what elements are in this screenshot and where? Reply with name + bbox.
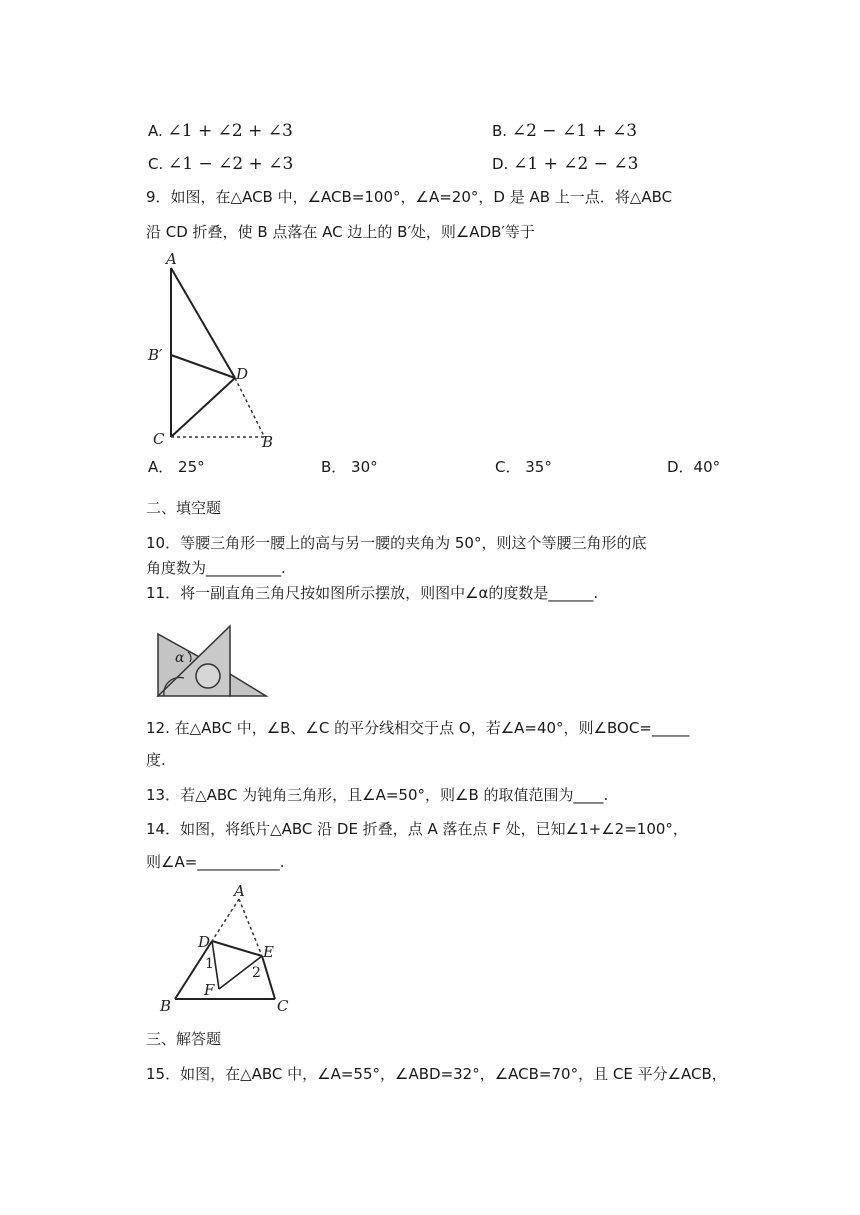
q14-label-b: B	[160, 997, 172, 1015]
q8-option-a-prefix: A.	[148, 122, 163, 140]
q14-label-1: 1	[205, 956, 214, 972]
q14-label-c: C	[277, 997, 289, 1015]
q11-label-alpha: α	[175, 650, 185, 666]
q14-text-line-1: 14．如图，将纸片△ABC 沿 DE 折叠，点 A 落在点 F 处，已知∠1+∠2=100°，	[146, 820, 688, 838]
q9-option-d[interactable]: D．40°	[667, 458, 721, 476]
q9-label-bprime: B′	[148, 346, 163, 364]
q14-seg-ae-dashed	[239, 899, 262, 956]
q9-seg-bpd	[171, 355, 235, 378]
q14-label-f: F	[204, 981, 215, 999]
q11-hole-circle	[196, 664, 220, 688]
q14-figure	[155, 882, 295, 1020]
q8-option-d-expr: ∠1 + ∠2 − ∠3	[513, 154, 639, 174]
q8-option-c[interactable]	[148, 153, 293, 175]
q10-text-line-2: 角度数为__________.	[146, 559, 286, 577]
q14-seg-ad-dashed	[212, 899, 239, 941]
q8-option-b[interactable]	[492, 120, 637, 142]
q8-option-a[interactable]	[148, 120, 293, 142]
q8-option-d[interactable]	[492, 153, 638, 175]
section-fill-in-title: 二、填空题	[146, 499, 222, 517]
q9-label-b: B	[262, 433, 274, 451]
q14-seg-ec	[262, 956, 275, 999]
q10-text-line-1: 10．等腰三角形一腰上的高与另一腰的夹角为 50°，则这个等腰三角形的底	[146, 534, 647, 552]
q14-label-2: 2	[252, 965, 261, 981]
q8-option-c-prefix: C.	[148, 155, 164, 173]
q9-label-a: A	[166, 250, 177, 268]
q9-option-c[interactable]: C． 35°	[495, 458, 552, 476]
q14-text-line-2: 则∠A=___________.	[146, 853, 285, 871]
q9-option-a[interactable]: A． 25°	[148, 458, 205, 476]
q9-label-d: D	[236, 365, 249, 383]
q14-seg-de	[212, 941, 262, 956]
q11-text-line-1: 11．将一副直角三角尺按如图所示摆放，则图中∠α的度数是______.	[146, 584, 599, 602]
q15-text-line-1: 15．如图，在△ABC 中，∠A=55°，∠ABD=32°，∠ACB=70°，且 CE 平分∠ACB，	[146, 1065, 727, 1083]
q8-option-a-expr: ∠1 + ∠2 + ∠3	[167, 121, 293, 141]
q11-triangle-right	[230, 674, 266, 696]
q12-text-line-1: 12. 在△ABC 中，∠B、∠C 的平分线相交于点 O，若∠A=40°，则∠BOC=_____	[146, 719, 690, 737]
q14-label-d: D	[198, 933, 211, 951]
q8-option-b-expr: ∠2 − ∠1 + ∠3	[511, 121, 638, 141]
q8-option-b-prefix: B.	[492, 122, 508, 140]
q9-text-line-1: 9．如图，在△ACB 中，∠ACB=100°，∠A=20°，D 是 AB 上一点．将△ABC	[146, 188, 673, 206]
q9-figure	[140, 250, 290, 450]
q9-option-b[interactable]: B． 30°	[321, 458, 378, 476]
q9-seg-db-dashed	[235, 378, 264, 436]
q8-option-c-expr: ∠1 − ∠2 + ∠3	[168, 154, 294, 174]
q9-label-c: C	[153, 430, 165, 448]
q14-label-e: E	[263, 943, 274, 961]
q9-text-line-2: 沿 CD 折叠，使 B 点落在 AC 边上的 B′处，则∠ADB′等于	[146, 223, 535, 241]
q13-text-line-1: 13．若△ABC 为钝角三角形，且∠A=50°，则∠B 的取值范围为____.	[146, 786, 609, 804]
q9-seg-ad	[171, 268, 235, 378]
q14-label-a: A	[234, 882, 245, 900]
q9-seg-cd	[171, 378, 235, 437]
q11-figure	[150, 622, 270, 702]
section-solve-title: 三、解答题	[146, 1030, 222, 1048]
q8-option-d-prefix: D.	[492, 155, 509, 173]
q12-text-line-2: 度.	[146, 751, 166, 769]
